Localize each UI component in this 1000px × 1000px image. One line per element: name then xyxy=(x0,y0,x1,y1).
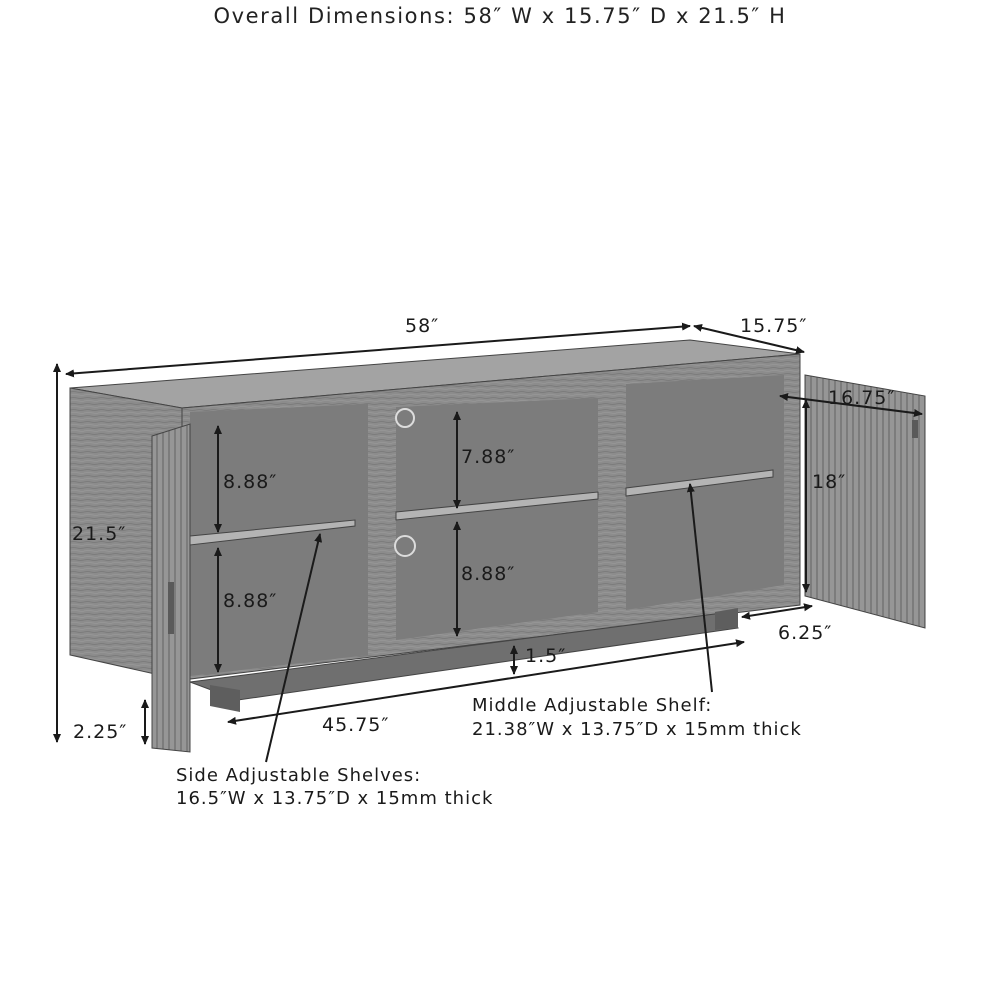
middle-shelf-note-title: Middle Adjustable Shelf: xyxy=(472,695,713,716)
middle-lower-label: 8.88″ xyxy=(461,563,516,585)
tv-stand-illustration xyxy=(70,340,925,752)
middle-upper-label: 7.88″ xyxy=(461,446,516,468)
left-upper-label: 8.88″ xyxy=(223,471,278,493)
middle-compartment xyxy=(396,398,598,640)
width-label: 58″ xyxy=(405,315,440,337)
door-height-label: 18″ xyxy=(812,471,847,493)
door-width-label: 16.75″ xyxy=(828,387,896,409)
left-lower-label: 8.88″ xyxy=(223,590,278,612)
side-shelves-note-spec: 16.5″W x 13.75″D x 15mm thick xyxy=(176,788,494,809)
height-label: 21.5″ xyxy=(72,523,127,545)
base-inset-label: 6.25″ xyxy=(778,622,833,644)
base-clearance-label: 1.5″ xyxy=(525,645,567,667)
leg-height-label: 2.25″ xyxy=(73,721,128,743)
left-door-handle xyxy=(168,582,174,634)
middle-shelf-note-spec: 21.38″W x 13.75″D x 15mm thick xyxy=(472,719,802,740)
right-door-handle xyxy=(912,420,918,438)
overall-dimensions-title: Overall Dimensions: 58″ W x 15.75″ D x 21.5″ H xyxy=(213,4,787,28)
base-width-label: 45.75″ xyxy=(322,714,390,736)
depth-label: 15.75″ xyxy=(740,315,808,337)
side-shelves-note-title: Side Adjustable Shelves: xyxy=(176,765,422,786)
